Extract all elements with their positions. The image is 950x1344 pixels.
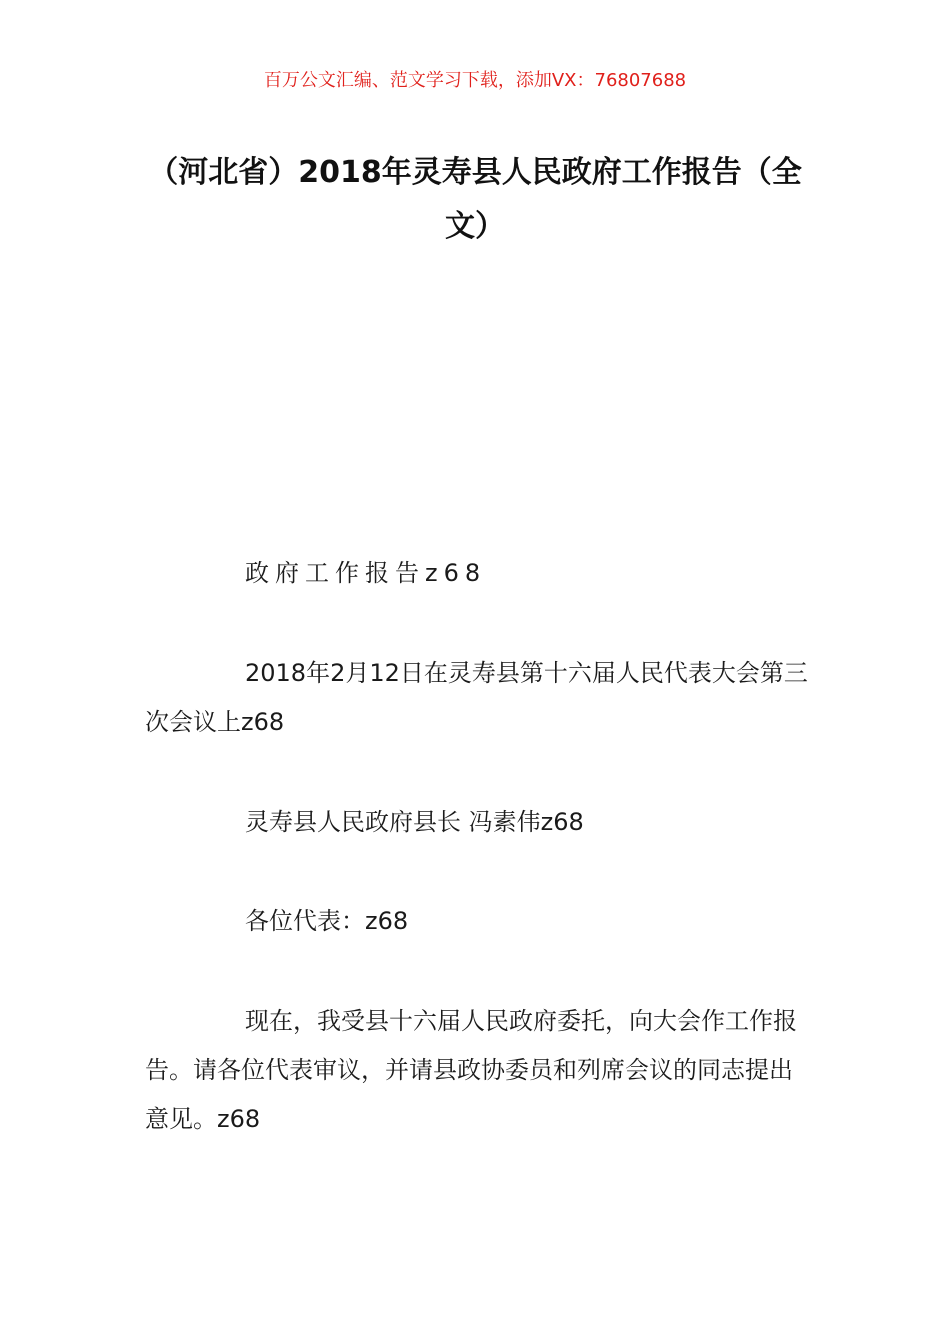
document-title: （河北省）2018年灵寿县人民政府工作报告（全文） (148, 155, 802, 244)
paragraph-salutation: 各位代表：z68 (245, 907, 409, 935)
paragraph-report-heading: 政府工作报告z68 (245, 559, 487, 587)
paragraph-speaker: 灵寿县人民政府县长 冯素伟z68 (245, 808, 584, 836)
header-note: 百万公文汇编、范文学习下载，添加VX：76807688 (263, 70, 687, 91)
paragraph-meeting-date: 2018年2月12日在灵寿县第十六届人民代表大会第三次会议上z68 (145, 659, 808, 736)
paragraph-opening: 现在，我受县十六届人民政府委托，向大会作工作报告。请各位代表审议，并请县政协委员和列席会议的同志提出意见。z68 (145, 1007, 797, 1133)
